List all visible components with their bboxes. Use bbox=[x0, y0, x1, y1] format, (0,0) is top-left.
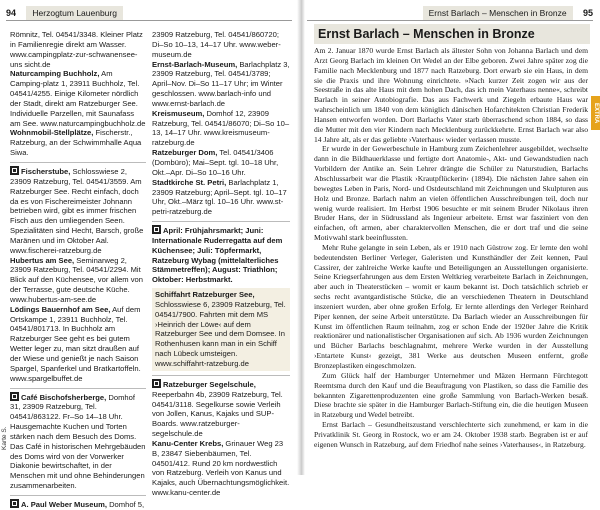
left-running-head bbox=[6, 8, 292, 24]
article-paragraph: Ernst Barlach – Gesundheitszustand verschlechterte sich zunehmend, er kam in die Privatklinik St. Georg in Rostock, wo er am 24. Oktober 1938 starb. Begraben ist er auf eigenen Wunsch in Ratzeburg, auf dem Friedhof nahe seines ›Vaterhauses‹, in Ratzeburg. bbox=[314, 420, 588, 449]
highlight-box bbox=[152, 288, 290, 371]
list-item: Kreismuseum, Domhof 12, 23909 Ratzeburg, Tel. 04541/86070; Di–So 10–13, 14–17 Uhr. www.kreismuseum-ratzeburg.de bbox=[152, 108, 290, 148]
divider bbox=[152, 375, 290, 376]
article-paragraph: Zum Glück half der Hamburger Unternehmer und Mäzen Hermann Fürchtegott Reemtsma durch den Kauf und die Beauftragung von Plastiken, so dass die Familie des bekannten Zigarettenproduzenten eine große Sammlung von Barlach-Werken besaß. Diese brachte sie später in die Hamburger Barlach-Stiftung ein, die die heutigen Museen in Ratzeburg und Wedel betreibt. bbox=[314, 370, 588, 420]
article-paragraph: Am 2. Januar 1870 wurde Ernst Barlach als ältester Sohn von Johanna Barlach und dem Arzt Georg Barlach im kleinen Ort Wedel an der Elbe geboren. Zwei Jahre später zog die Familie nach Mecklenburg und 1877 nach Ratzeburg. Dort erwarb sie ein Haus, in dem sie die Praxis und ihre Wohnung einrichtete. »Nach kurzer Zeit zogen wir aus der Seestraße in das alte Haus mit dem hohen Dach, das ich mein Vaterhaus nenne«, schreibt Barlach in seiner Autobiografie. Das aus Fachwerk und Ziegeln erbaute Haus war wahrscheinlich um 1840 von dem königlich dänischen Hofarchitekten Christian Frederik Hansen entworfen worden. Dort Barlachs Vater starb überraschend schon 1884, so dass die Mutter mit den vier Kindern nach Mecklenburg zurückkehrte. Ernst Barlach war also 14 Jahre alt, als er das geliebte ›Vaterhaus‹ wieder verlassen musste. bbox=[314, 46, 588, 144]
map-reference-tab: Karte S. bbox=[1, 426, 8, 450]
left-head-rule bbox=[6, 20, 292, 21]
divider bbox=[10, 388, 146, 389]
list-item: Naturcamping Buchholz, Am Camping-platz 1, 23911 Buchholz, Tel. 04541/4255. Einige Kilometer nördlich der Stadt, direkt am Ratzeburger See. Individuelle Parzellen, mit Saunafass am See. www.naturcampingbuchholz.de bbox=[10, 69, 146, 128]
list-item: Schiffahrt Ratzeburger See, Schlosswiese 6, 23909 Ratzeburg, Tel. 04541/7900. Fahrten mit dem MS ›Heinrich der Löwe‹ auf dem Ratzeburger See und dem Domsee. In Rothenhusen kann man in ein Schiff nach Lübeck umsteigen. www.schiffahrt-ratzeburg.de bbox=[155, 290, 286, 368]
article-body bbox=[314, 46, 588, 450]
list-item: April: Frühjahrsmarkt; Juni: Internationale Ruderregatta auf dem Küchensee; Juli: Töpfermarkt, Ratzeburg Wybag (mittelalterliches Stämmetreffen); August: Triathlon; Oktober: Herbstmarkt. bbox=[152, 226, 283, 285]
divider bbox=[152, 221, 290, 222]
restaurant-icon bbox=[10, 166, 19, 175]
right-running-head bbox=[307, 8, 593, 24]
list-item: Stadtkirche St. Petri, Barlachplatz 1, 23909 Ratzeburg; April–Sept. tgl. 10–17 Uhr, Okt.–März tgl. 10–16 Uhr. www.st-petri-ratzeburg.de bbox=[152, 177, 287, 217]
list-item: Lödings Bauernhof am See, Auf dem Ortskampe 1, 23911 Buchholz, Tel. 04541/801713. In Buchholz am Ratzeburger See geht es bei gutem Wetter leger zu, man sitzt draußen auf der Wiese und genießt je nach Saison Spargel, Spanferkel und Bratkartoffeln. www.spargelbuffet.de bbox=[10, 304, 141, 383]
left-page-number: 94 bbox=[6, 8, 17, 18]
list-item: Ernst-Barlach-Museum, Barlachplatz 3, 23909 Ratzeburg, Tel. 04541/3789; April–Nov. Di–So 11–17 Uhr; im Winter geschlossen. www.barlach-info und www.ernst-barlach.de bbox=[152, 59, 290, 108]
list-item: 23909 Ratzeburg, Tel. 04541/860720; Di–So 10–13, 14–17 Uhr. www.weber-museum.de bbox=[152, 30, 281, 59]
extra-side-tab: EXTRA bbox=[591, 96, 600, 130]
book-gutter bbox=[297, 0, 305, 475]
list-item: Ratzeburger Segelschule, Reeperbahn 4b, 23909 Ratzeburg, Tel. 04541/3118. Segelkurse sowie Verleih von Jollen, Kanus, Kajaks und SUP-Boards. www.ratzeburger-segelschule.de bbox=[152, 379, 283, 439]
left-column-2 bbox=[152, 30, 290, 498]
right-page-number: 95 bbox=[582, 8, 593, 18]
museum-icon bbox=[10, 499, 19, 508]
article-paragraph: Mehr Ruhe gelangte in sein Leben, als er 1910 nach Güstrow zog. Er lernte den wohl bedeutendsten Berliner Verleger, Galeristen und Kunsthändler der Zeit kennen, Paul Cassirer, der zahlreiche Werke kaufte und Beteiligungen an Ausstellungen organisierte. Seine Kriegserfahrungen aus dem Ersten Weltkrieg verarbeitete Barlach in Zeichnungen, aber auch in Theaterstücken – womit er kaum bekannt ist. Doch tatsächlich schrieb er sechs recht avantgardistische Stücke, die an verschiedenen Theatern in Deutschland inszeniert wurden, aber ohne großen Erfolg. Er lernte allerdings den Verleger Reinhard Piper kennen, der seine Arbeit unterstützte. Da Barlach wieder an Ausschreibungen für Kunst im öffentlichen Raum teilnahm, zog er schon Ende der 1920er Jahre die Kritik reaktionärer und nationalistischer Organisationen auf sich. Ab 1936 wurden Zeichnungen und Bücher Barlachs beschlagnahmt, mehrere Werke wurden in der Ausstellung ›Entartete Kunst‹ gezeigt, 381 Werke aus deutschen Museen entfernt, große Bronzeplastiken eingeschmolzen. bbox=[314, 242, 588, 370]
list-item: Ratzeburger Dom, Tel. 04541/3406 (Dombüro); Mai–Sept. tgl. 10–18 Uhr, Okt.–Apr. Di–So 10–16 Uhr. bbox=[152, 148, 279, 177]
left-column-1 bbox=[10, 30, 146, 510]
right-running-title: Ernst Barlach – Menschen in Bronze bbox=[423, 6, 573, 20]
list-item: Fischerstube, Schlosswiese 2, 23909 Ratzeburg, Tel. 04541/3559. Am Ratzeburger See. Recht einfach, doch da es von Fischereimeister Johnann betrieben wird, gibt es immer frischen Fisch aus den umliegenden Seen. Spezialitäten sind Hecht, Barsch, große Maränen und im Oktober Aal. www.fischerei-ratzeburg.de bbox=[10, 166, 144, 255]
list-item: Römnitz, Tel. 04541/3348. Kleiner Platz in Familienregie direkt am Wasser. www.campingplatz-zur-schwanensee-uns sicht.de bbox=[10, 30, 143, 69]
article-paragraph: Er wurde in der Gewerbeschule in Hamburg zum Zeichenlehrer ausgebildet, wechselte dann in die Bildhauerklasse und fertigte dort Anatomie-, Akt- und Gewandstudien nach Vorbildern der Antike an. Sein Lehrer drängte die Schüler zu Naturstudien, Barlachs Abschlussarbeit war die Plastik ›Krautpflückerin‹ (1894). Die nächsten Jahre sahen ein bewegtes Leben in Paris, Nord- und Ostdeutschland mit Zeichnungen und Skulpturen aus Holz und Bronze. Barlach nahm an vielen öffentlichen Ausschreibungen teil, doch nur wenig wurde realisiert. Im Herbst 1906 besuchte er mit seinem Bruder Nikolaus ihren Bruder Hans, der in Südrussland als Ingenieur arbeitete. Ernst war fasziniert von den einfachen, oft armen, aber charaktervollen Menschen, die er dort traf und die seine Motivwahl stark beeinflussten. bbox=[314, 144, 588, 243]
list-item: Hubertus am See, Seminarweg 2, 23909 Ratzeburg, Tel. 04541/2294. Mit Blick auf den Küchensee, vor allem von der Terrasse, gute deutsche Küche. www.hubertus-am-see.de bbox=[10, 255, 143, 304]
list-item: Wohnmobil-Stellplätze, Fischerstr., Ratzeburg, an der Schwimmhalle Aqua Siwa. bbox=[10, 128, 142, 158]
cafe-icon bbox=[10, 392, 19, 401]
list-item: Café Bischofsherberge, Domhof 31, 23909 Ratzeburg, Tel. 04541/863122. Fr–So 14–18 Uhr. Hausgemachte Kuchen und Torten stärken nach dem Besuch des Doms. Das Café in historischen Mehrgebäuden des Doms wird von der Vorwerker Diakonie bewirtschaftet, in der Menschen mit und ohne Behinderungen zusammenarbeiten. bbox=[10, 392, 146, 491]
divider bbox=[10, 495, 146, 496]
event-icon bbox=[152, 225, 161, 234]
list-item: A. Paul Weber Museum, Domhof 5, bbox=[10, 499, 146, 510]
left-running-title: Herzogtum Lauenburg bbox=[26, 6, 123, 20]
sailing-icon bbox=[152, 379, 161, 388]
list-item: Kanu-Center Krebs, Grinauer Weg 23 B, 23847 Siebenbäumen, Tel. 04501/412. Rund 20 km nordwestlich von Ratzeburg. Verleih von Kanus und Kajaks, auch Übernachtungsmöglichkeit. www.kanu-center.de bbox=[152, 438, 290, 498]
divider bbox=[10, 162, 146, 163]
right-head-rule bbox=[307, 20, 593, 21]
article-title: Ernst Barlach – Menschen in Bronze bbox=[314, 24, 590, 44]
